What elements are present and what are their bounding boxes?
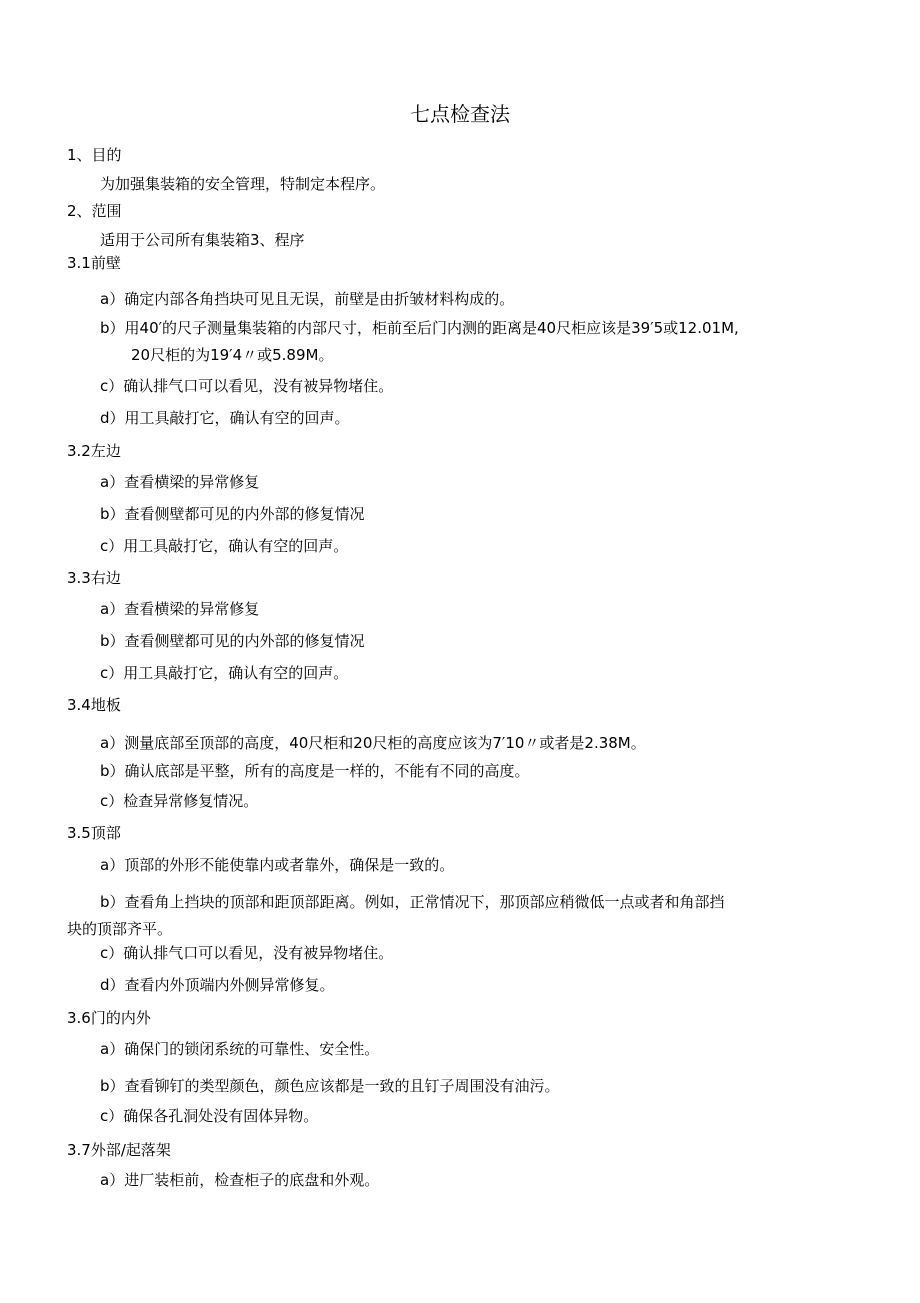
section-3-6-heading: 3.6门的内外 (67, 1009, 151, 1027)
section-3-1-item-b-line2: 20尺柜的为19′4〃或5.89M。 (131, 346, 334, 364)
section-2-heading: 2、范围 (67, 202, 122, 220)
section-3-6-item-c: c）确保各孔洞处没有固体异物。 (100, 1107, 319, 1125)
section-1-body: 为加强集装箱的安全管理，特制定本程序。 (100, 175, 386, 193)
section-3-5-item-d: d）查看内外顶端内外侧异常修复。 (100, 976, 335, 994)
section-3-5-heading: 3.5顶部 (67, 824, 121, 842)
section-3-6-item-a: a）确保门的锁闭系统的可靠性、安全性。 (100, 1040, 380, 1058)
section-3-1-heading: 3.1前壁 (67, 254, 121, 272)
section-2-body: 适用于公司所有集装箱3、程序 (100, 231, 305, 249)
section-3-4-item-b: b）确认底部是平整，所有的高度是一样的，不能有不同的高度。 (100, 762, 530, 780)
section-3-1-item-b-line1: b）用40′的尺子测量集装箱的内部尺寸，柜前至后门内测的距离是40尺柜应该是39′5或12.01M, (100, 319, 739, 337)
page-title: 七点检查法 (410, 102, 510, 126)
section-3-2-item-a: a）查看横梁的异常修复 (100, 473, 260, 491)
section-3-3-item-a: a）查看横梁的异常修复 (100, 600, 260, 618)
section-3-2-item-b: b）查看侧壁都可见的内外部的修复情况 (100, 505, 365, 523)
section-3-1-item-c: c）确认排气口可以看见，没有被异物堵住。 (100, 377, 394, 395)
section-3-4-heading: 3.4地板 (67, 696, 121, 714)
section-3-7-item-a: a）进厂装柜前，检查柜子的底盘和外观。 (100, 1171, 380, 1189)
section-3-5-item-c: c）确认排气口可以看见，没有被异物堵住。 (100, 944, 394, 962)
section-3-4-item-a: a）测量底部至顶部的高度，40尺柜和20尺柜的高度应该为7′10〃或者是2.38M。 (100, 734, 646, 752)
section-3-1-item-d: d）用工具敲打它，确认有空的回声。 (100, 409, 350, 427)
section-3-3-item-b: b）查看侧壁都可见的内外部的修复情况 (100, 632, 365, 650)
section-3-3-item-c: c）用工具敲打它，确认有空的回声。 (100, 664, 349, 682)
section-3-6-item-b: b）查看铆钉的类型颜色，颜色应该都是一致的且钉子周围没有油污。 (100, 1077, 560, 1095)
section-3-5-item-b-line1: b）查看角上挡块的顶部和距顶部距离。例如，正常情况下，那顶部应稍微低一点或者和角部挡 (100, 893, 725, 911)
section-3-7-heading: 3.7外部/起落架 (67, 1141, 171, 1159)
section-1-heading: 1、目的 (67, 146, 122, 164)
section-3-3-heading: 3.3右边 (67, 569, 121, 587)
section-3-5-item-a: a）顶部的外形不能使靠内或者靠外，确保是一致的。 (100, 856, 455, 874)
section-3-1-item-a: a）确定内部各角挡块可见且无误，前壁是由折皱材料构成的。 (100, 290, 515, 308)
section-3-2-item-c: c）用工具敲打它，确认有空的回声。 (100, 537, 349, 555)
section-3-2-heading: 3.2左边 (67, 442, 121, 460)
section-3-5-item-b-line2: 块的顶部齐平。 (67, 920, 173, 938)
section-3-4-item-c: c）检查异常修复情况。 (100, 792, 259, 810)
